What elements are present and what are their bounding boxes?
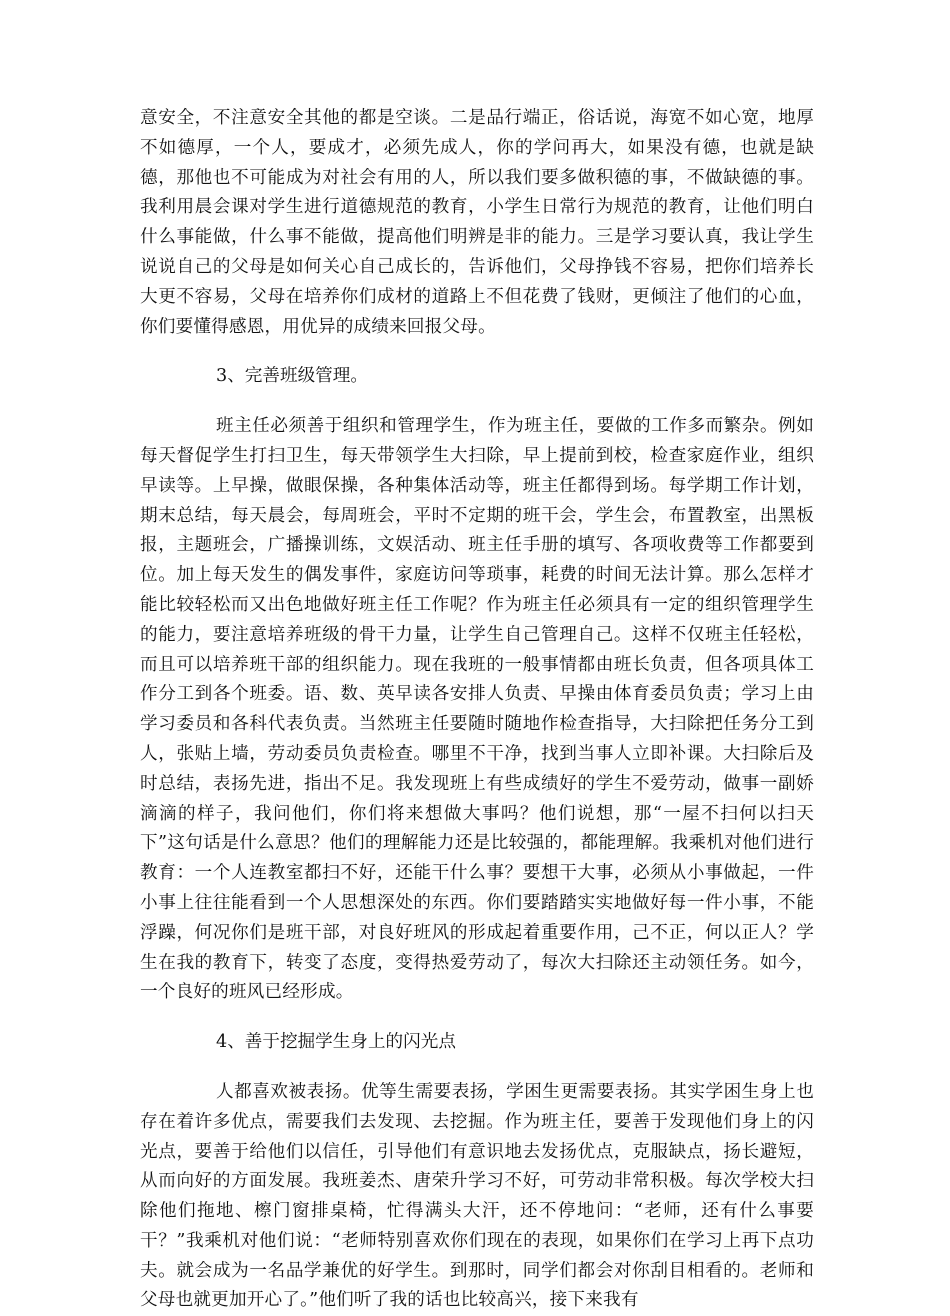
paragraph-class-management: 班主任必须善于组织和管理学生，作为班主任，要做的工作多而繁杂。例如每天督促学生打扫卫生，每天带领学生大扫除，早上提前到校，检查家庭作业，组织早读等。上早操，做眼保操，各种集体活动等，班主任都得到场。每学期工作计划，期末总结，每天晨会，每周班会，平时不定期的班干会，学生会，布置教室，出黑板报，主题班会，广播操训练，文娱活动、班主任手册的填写、各项收费等工作都要到位。加上每天发生的偶发事件，家庭访问等琐事，耗费的时间无法计算。那么怎样才能比较轻松而又出色地做好班主任工作呢？作为班主任必须具有一定的组织管理学生的能力，要注意培养班级的骨干力量，让学生自己管理自己。这样不仅班主任轻松，而且可以培养班干部的组织能力。现在我班的一般事情都由班长负责，但各项具体工作分工到各个班委。语、数、英早读各安排人负责、早操由体育委员负责；学习上由学习委员和各科代表负责。当然班主任要随时随地作检查指导，大扫除把任务分工到人，张贴上墙，劳动委员负责检查。哪里不干净，找到当事人立即补课。大扫除后及时总结，表扬先进，指出不足。我发现班上有些成绩好的学生不爱劳动，做事一副娇滴滴的样子，我问他们，你们将来想做大事吗？他们说想，那“一屋不扫何以扫天下”这句话是什么意思？他们的理解能力还是比较强的，都能理解。我乘机对他们进行教育：一个人连教室都扫不好，还能干什么事？要想干大事，必须从小事做起，一件小事上往往能看到一个人思想深处的东西。你们要踏踏实实地做好每一件小事，不能浮躁，何况你们是班干部，对良好班风的形成起着重要作用，己不正，何以正人？学生在我的教育下，转变了态度，变得热爱劳动了，每次大扫除还主动领任务。如今，一个良好的班风已经形成。 xyxy=(140,416,814,1003)
paragraph-student-highlights: 人都喜欢被表扬。优等生需要表扬，学困生更需要表扬。其实学困生身上也存在着许多优点，需要我们去发现、去挖掘。作为班主任，要善于发现他们身上的闪光点，要善于给他们以信任，引导他们有意识地去发扬优点，克服缺点，扬长避短，从而向好的方面发展。我班姜杰、唐荣升学习不好，可劳动非常积极。每次学校大扫除他们拖地、檫门窗排桌椅，忙得满头大汗，还不停地问：“老师，还有什么事要干？”我乘机对他们说：“老师特别喜欢你们现在的表现，如果你们在学习上再下点功夫。就会成为一名品学兼优的好学生。到那时，同学们都会对你刮目相看的。老师和父母也就更加开心了。”他们听了我的话也比较高兴，接下来我有 xyxy=(140,1081,814,1311)
paragraph-moral-education: 意安全，不注意安全其他的都是空谈。二是品行端正，俗话说，海宽不如心宽，地厚不如德厚，一个人，要成才，必须先成人，你的学问再大，如果没有德，也就是缺德，那他也不可能成为对社会有用的人，所以我们要多做积德的事，不做缺德的事。我利用晨会课对学生进行道德规范的教育，小学生日常行为规范的教育，让他们明白什么事能做，什么事不能做，提高他们明辨是非的能力。三是学习要认真，我让学生说说自己的父母是如何关心自己成长的，告诉他们，父母挣钱不容易，把你们培养长大更不容易，父母在培养你们成材的道路上不但花费了钱财，更倾注了他们的心血，你们要懂得感恩，用优异的成绩来回报父母。 xyxy=(140,108,814,337)
section-heading-class-management: 3、完善班级管理。 xyxy=(216,366,368,387)
document-page xyxy=(140,104,814,1316)
section-heading-highlights: 4、善于挖掘学生身上的闪光点 xyxy=(216,1032,456,1053)
